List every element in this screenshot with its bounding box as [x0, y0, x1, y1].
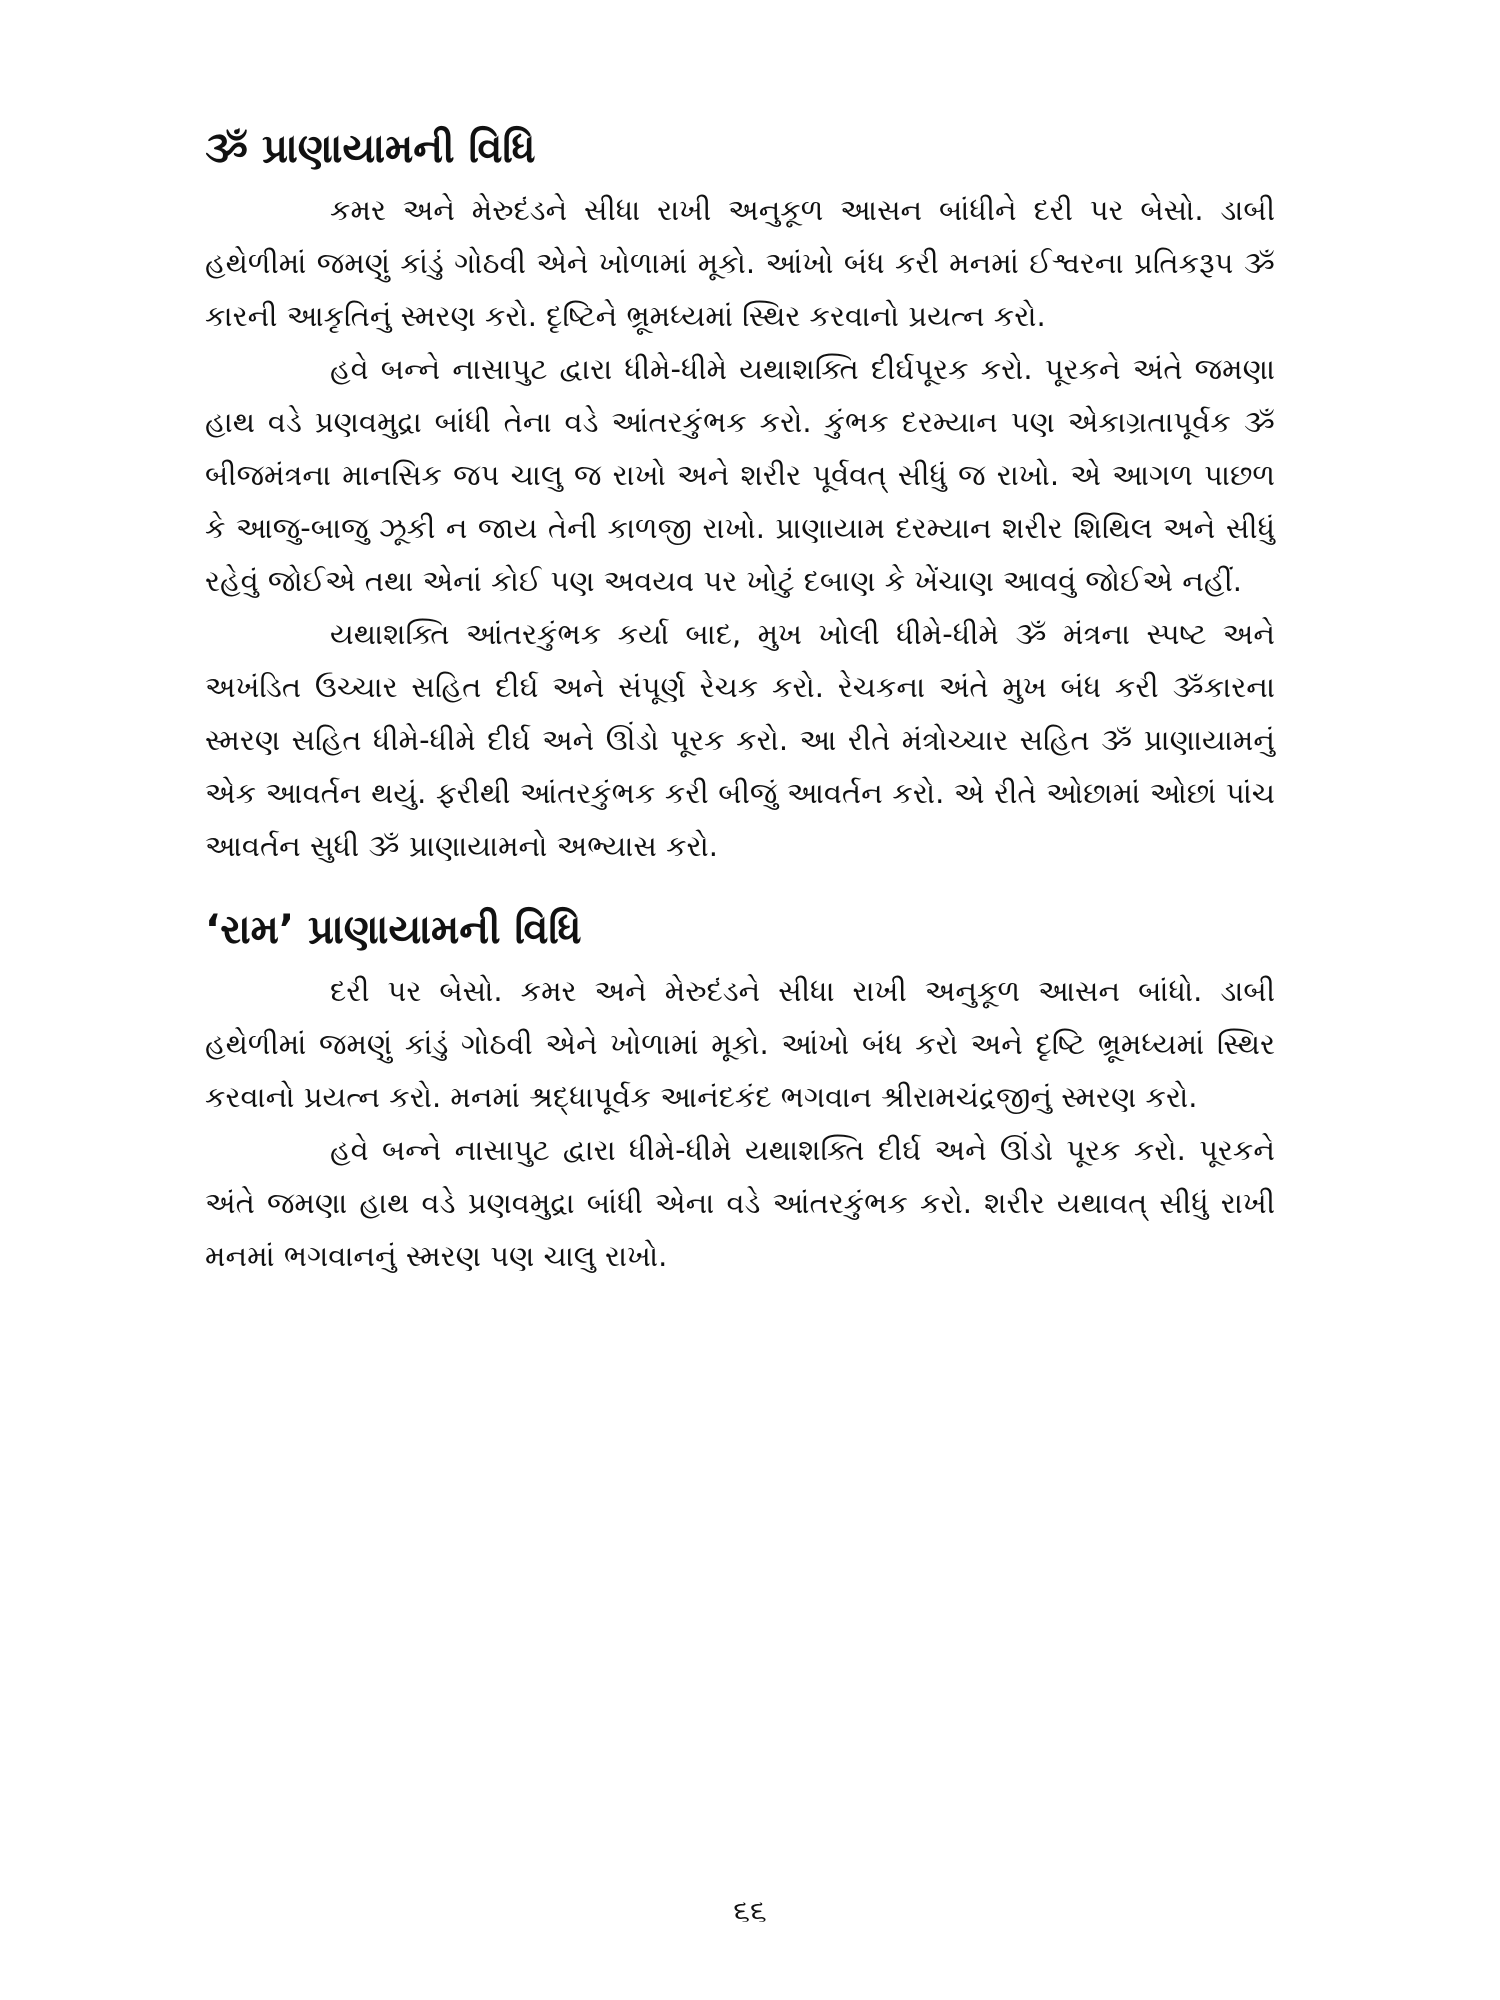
- section-title-om-pranayam: ૐ પ્રાણાયામની વિધિ: [205, 126, 536, 172]
- paragraph: કમર અને મેરુદંડને સીધા રાખી અનુકૂળ આસન બાંધીને દરી પર બેસો. ડાબી હથેળીમાં જમણું કાંડું ગોઠવી એને ખોળામાં મૂકો. આંખો બંધ કરી મનમાં ઈશ્વરના પ્રતિકરૂપ ૐ કારની આકૃતિનું સ્મરણ કરો. દૃષ્ટિને ભ્રૂમધ્યમાં સ્થિર કરવાનો પ્રયત્ન કરો.: [205, 193, 1275, 333]
- page-content: [205, 118, 1275, 1283]
- paragraph: યથાશક્તિ આંતરકુંભક કર્યા બાદ, મુખ ખોલી ધીમે-ધીમે ૐ મંત્રના સ્પષ્ટ અને અખંડિત ઉચ્ચાર સહિત દીર્ઘ અને સંપૂર્ણ રેચક કરો. રેચકના અંતે મુખ બંધ કરી ૐકારના સ્મરણ સહિત ધીમે-ધીમે દીર્ઘ અને ઊંડો પૂરક કરો. આ રીતે મંત્રોચ્ચાર સહિત ૐ પ્રાણાયામનું એક આવર્તન થયું. ફરીથી આંતરકુંભક કરી બીજું આવર્તન કરો. એ રીતે ઓછામાં ઓછાં પાંચ આવર્તન સુધી ૐ પ્રાણાયામનો અભ્યાસ કરો.: [205, 617, 1275, 863]
- section-title-ram-pranayam: ‘રામ’ પ્રાણાયામની વિધિ: [205, 907, 582, 953]
- paragraph: દરી પર બેસો. કમર અને મેરુદંડને સીધા રાખી અનુકૂળ આસન બાંધો. ડાબી હથેળીમાં જમણું કાંડું ગોઠવી એને ખોળામાં મૂકો. આંખો બંધ કરો અને દૃષ્ટિ ભ્રૂમધ્યમાં સ્થિર કરવાનો પ્રયત્ન કરો. મનમાં શ્રદ્ધાપૂર્વક આનંદકંદ ભગવાન શ્રીરામચંદ્રજીનું સ્મરણ કરો.: [205, 974, 1275, 1114]
- paragraph: હવે બન્ને નાસાપુટ દ્વારા ધીમે-ધીમે યથાશક્તિ દીર્ઘ અને ઊંડો પૂરક કરો. પૂરકને અંતે જમણા હાથ વડે પ્રણવમુદ્રા બાંધી એના વડે આંતરકુંભક કરો. શરીર યથાવત્ સીધું રાખી મનમાં ભગવાનનું સ્મરણ પણ ચાલુ રાખો.: [205, 1133, 1275, 1273]
- paragraph: હવે બન્ને નાસાપુટ દ્વારા ધીમે-ધીમે યથાશક્તિ દીર્ઘપૂરક કરો. પૂરકને અંતે જમણા હાથ વડે પ્રણવમુદ્રા બાંધી તેના વડે આંતરકુંભક કરો. કુંભક દરમ્યાન પણ એકાગ્રતાપૂર્વક ૐ બીજમંત્રના માનસિક જપ ચાલુ જ રાખો અને શરીર પૂર્વવત્ સીધું જ રાખો. એ આગળ પાછળ કે આજુ-બાજુ ઝૂકી ન જાય તેની કાળજી રાખો. પ્રાણાયામ દરમ્યાન શરીર શિથિલ અને સીધું રહેવું જોઈએ તથા એનાં કોઈ પણ અવયવ પર ખોટું દબાણ કે ખેંચાણ આવવું જોઈએ નહીં.: [205, 352, 1275, 598]
- page-number: ૬૬: [733, 1894, 767, 1929]
